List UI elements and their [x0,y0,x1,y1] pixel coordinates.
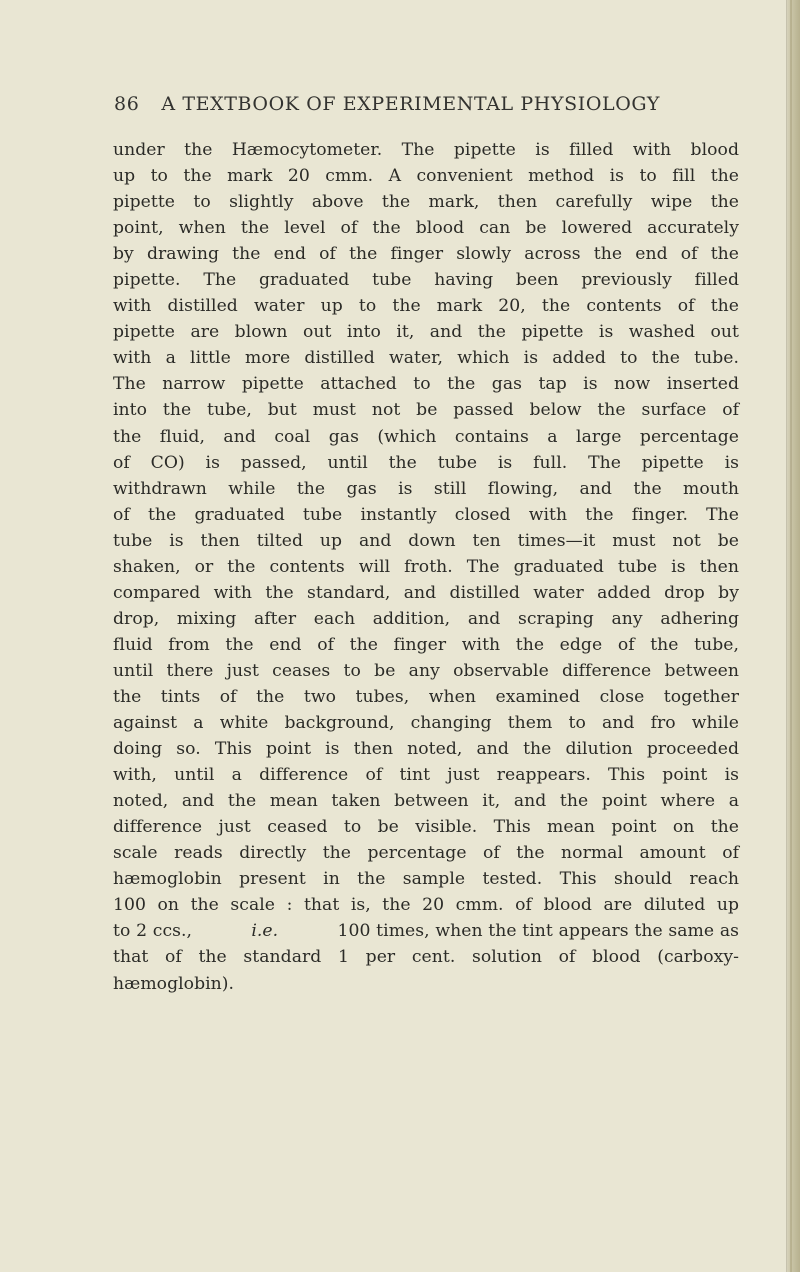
text-line [113,137,739,163]
line-text: drop, mixing after each addition, and scraping any adhering [113,608,739,629]
line-text: by drawing the end of the finger slowly across the end of the [113,244,739,265]
line-text: 100 on the scale : that is, the 20 cmm. of blood are diluted up [113,895,739,916]
text-line [113,788,739,814]
line-text: noted, and the mean taken between it, and the point where a [113,791,739,812]
text-line [113,215,739,241]
line-31-after: 100 times, when the tint appears the same as [337,921,739,942]
text-line [113,424,739,450]
text-line-last [113,971,739,997]
line-text: shaken, or the contents will froth. The graduated tube is then [113,556,739,577]
line-text: difference just ceased to be visible. This mean point on the [113,817,739,838]
page-edge [786,0,800,1272]
line-text: withdrawn while the gas is still flowing, and the mouth [113,478,739,499]
line-text: pipette are blown out into it, and the pipette is washed out [113,322,739,343]
line-33: hæmoglobin). [113,973,235,994]
text-line [113,658,739,684]
line-text: scale reads directly the percentage of the normal amount of [113,843,739,864]
running-title: A TEXTBOOK OF EXPERIMENTAL PHYSIOLOGY [161,93,660,115]
line-text: until there just ceases to be any observable difference between [113,660,739,681]
text-line [113,684,739,710]
text-line [113,606,739,632]
line-text: with distilled water up to the mark 20, the contents of the [113,296,739,317]
line-text: doing so. This point is then noted, and the dilution proceeded [113,739,739,760]
text-line [113,632,739,658]
text-line [113,918,739,944]
body-text [113,137,739,997]
text-line [113,319,739,345]
paragraph [113,137,739,918]
line-31-before: to 2 ccs., [113,921,193,942]
line-text: against a white background, changing them to and fro while [113,713,739,734]
text-line [113,710,739,736]
text-line [113,345,739,371]
text-line [113,944,739,970]
text-line [113,267,739,293]
line-text: of CO) is passed, until the tube is full. The pipette is [113,452,739,473]
text-line [113,580,739,606]
text-line [113,450,739,476]
line-text: with, until a difference of tint just reappears. This point is [113,765,739,786]
text-line [113,293,739,319]
line-31-italic: i.e. [251,921,279,942]
line-text: the fluid, and coal gas (which contains a large percentage [113,426,739,447]
text-line [113,502,739,528]
line-text: with a little more distilled water, which is added to the tube. [113,348,739,369]
text-line [113,866,739,892]
text-line [113,814,739,840]
line-text: the tints of the two tubes, when examined close together [113,686,739,707]
text-line [113,163,739,189]
text-line [113,476,739,502]
text-line [113,397,739,423]
text-line [113,736,739,762]
line-text: pipette to slightly above the mark, then carefully wipe the [113,192,739,213]
text-line [113,554,739,580]
line-text: The narrow pipette attached to the gas tap is now inserted [113,374,739,395]
line-text: point, when the level of the blood can be lowered accurately [113,218,739,239]
text-line [113,371,739,397]
line-text: pipette. The graduated tube having been previously filled [113,270,739,291]
text-line [113,241,739,267]
text-line [113,892,739,918]
text-line [113,189,739,215]
line-text: compared with the standard, and distilled water added drop by [113,582,739,603]
line-text: into the tube, but must not be passed below the surface of [113,400,739,421]
line-text: under the Hæmocytometer. The pipette is filled with blood [113,140,739,160]
line-32: that of the standard 1 per cent. solution of blood (carboxy- [113,947,739,968]
page-number: 86 [114,93,140,115]
line-text: fluid from the end of the finger with the edge of the tube, [113,634,739,655]
text-line [113,840,739,866]
line-text: of the graduated tube instantly closed with the finger. The [113,504,739,525]
line-text: hæmoglobin present in the sample tested. This should reach [113,869,739,890]
running-head [114,93,674,115]
text-line [113,528,739,554]
line-text: up to the mark 20 cmm. A convenient method is to fill the [113,166,739,187]
line-text: tube is then tilted up and down ten times—it must not be [113,530,739,551]
text-line [113,762,739,788]
